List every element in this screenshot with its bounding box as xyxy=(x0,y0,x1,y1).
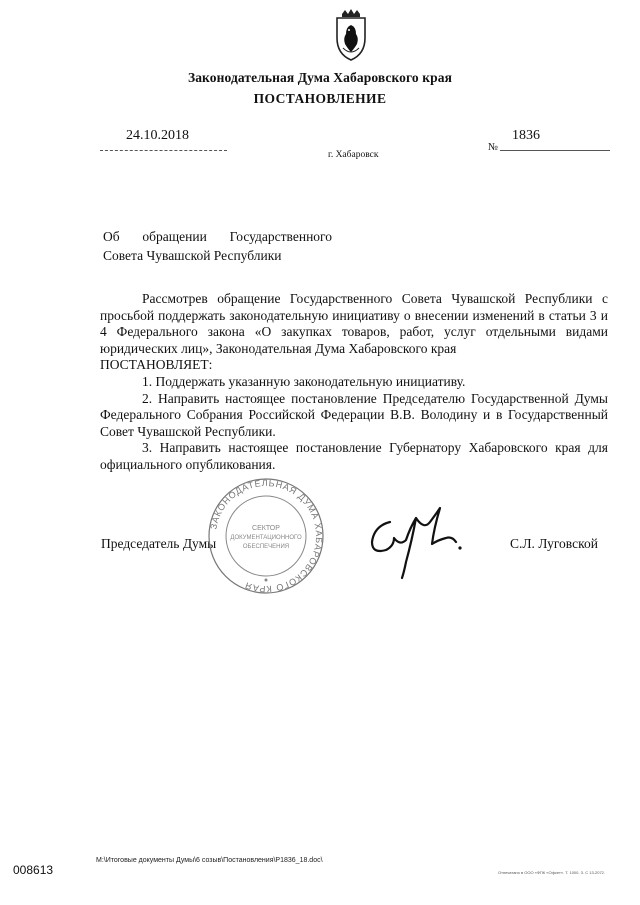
preamble-paragraph: Рассмотрев обращение Государственного Совета Чувашской Республики с просьбой поддержать законодательную инициативу о внесении изменений в статьи 3 и 4 Федерального закона «О закупках товаров, работ, услуг отдельными видами юридических лиц», Законодательная Дума Хабаровского края xyxy=(100,291,608,356)
stamp-center-line-1: СЕКТОР xyxy=(252,525,280,532)
file-path: M:\Итоговые документы Думы\6 созыв\Постановления\Р1836_18.doc\ xyxy=(96,857,323,864)
resolution-item-1: 1. Поддержать указанную законодательную инициативу. xyxy=(142,373,466,389)
document-number: 1836 xyxy=(512,128,540,143)
handwritten-signature xyxy=(360,500,470,580)
subject-word: Государственного xyxy=(229,229,332,244)
date-underline xyxy=(100,150,227,151)
resolution-item-2: 2. Направить настоящее постановление Председателю Государственной Думы Федерального Собрания Российской Федерации В.В. Володину и в Государственный Совет Чувашской Республики. xyxy=(100,390,608,439)
document-body xyxy=(100,291,608,474)
document-subject xyxy=(103,227,332,265)
document-type: ПОСТАНОВЛЕНИЕ xyxy=(253,91,387,106)
number-underline xyxy=(500,150,610,151)
document-city: г. Хабаровск xyxy=(328,150,379,160)
subject-word: Об xyxy=(103,229,120,244)
coat-of-arms-icon xyxy=(331,8,371,64)
resolves-heading: ПОСТАНОВЛЯЕТ: xyxy=(100,357,213,373)
organization-name: Законодательная Дума Хабаровского края xyxy=(187,70,452,85)
stamp-center-line-3: ОБЕСПЕЧЕНИЯ xyxy=(242,544,290,550)
number-label: № xyxy=(488,142,499,153)
registration-number: 008613 xyxy=(13,863,54,877)
stamp-center-line-2: ДОКУМЕНТАЦИОННОГО xyxy=(230,535,302,541)
stamp-ring-text: ЗАКОНОДАТЕЛЬНАЯ ДУМА ХАБАРОВСКОГО КРАЯ xyxy=(208,477,325,595)
official-stamp xyxy=(206,476,326,596)
subject-word: обращении xyxy=(142,229,207,244)
chairman-title: Председатель Думы xyxy=(101,536,217,551)
resolution-item-3: 3. Направить настоящее постановление Губернатору Хабаровского края для официального опубликования. xyxy=(100,440,608,472)
chairman-name: С.Л. Луговской xyxy=(510,536,598,551)
subject-line-1 xyxy=(103,227,332,246)
print-mark: Отпечатано в ООО «ФПК «Офсет». Т. 1000. З. С 13-2072. xyxy=(498,870,606,875)
subject-line-2: Совета Чувашской Республики xyxy=(103,248,282,263)
document-date: 24.10.2018 xyxy=(126,128,189,143)
